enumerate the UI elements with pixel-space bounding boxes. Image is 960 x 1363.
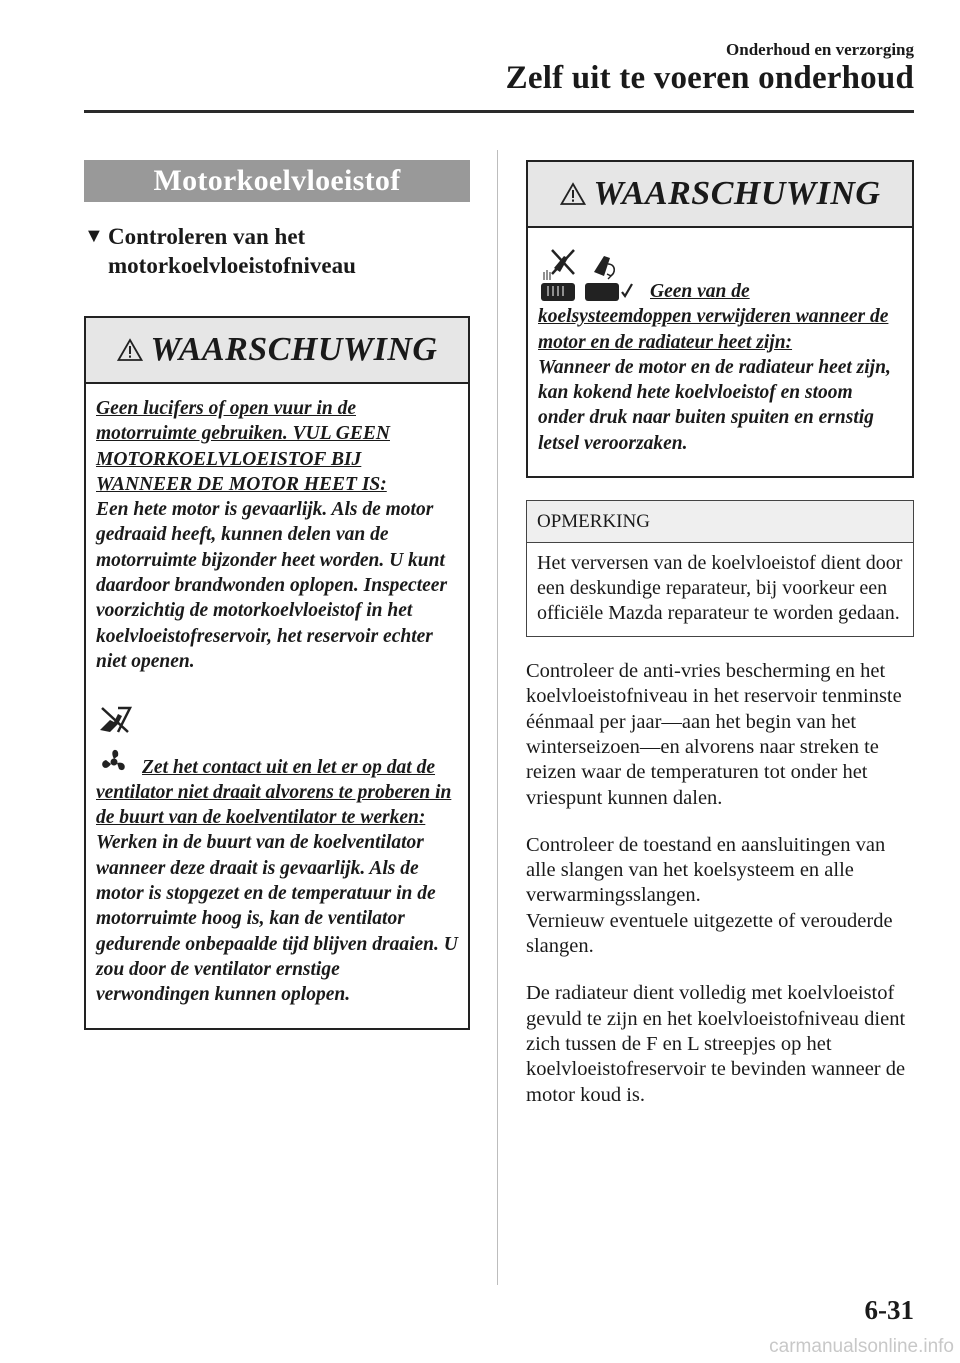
warning-body (528, 228, 912, 476)
warning-2-heading: Zet het contact uit en let er op dat de ventilator niet draait alvorens te proberen in de buurt van de koelventilator te werken: (96, 756, 452, 829)
left-column (84, 160, 470, 1030)
subheading (84, 222, 470, 280)
warning-title (528, 162, 912, 228)
paragraph-hoses: Controleer de toestand en aansluitingen van alle slangen van het koelsysteem en alle verwarmingsslangen. (526, 833, 886, 907)
warning-body-text: Wanneer de motor en de radiateur heet zijn, kan kokend hete koelvloeistof en stoom onder druk naar buiten spuiten en ernstig letsel veroorzaken. (538, 356, 891, 454)
warning-1-body: Een hete motor is gevaarlijk. Als de motor gedraaid heeft, kunnen delen van de motorruimte bijzonder heet worden. U kunt daardoor brandwonden oplopen. Inspecteer voorzichtig de motorkoelvloeistof in het koelvloeistofreservoir, het reservoir echter niet openen. (96, 499, 448, 672)
subheading-line1: Controleren van het (108, 224, 306, 249)
warning-triangle-icon (117, 338, 143, 362)
no-open-hot-cap-icon (538, 246, 578, 304)
warning-body (86, 384, 468, 1028)
paragraph-replace-hoses: Vernieuw eventuele uitgezette of verouderde slangen. (526, 909, 893, 958)
cool-cap-check-icon (582, 246, 634, 304)
paragraph-radiator: De radiateur dient volledig met koelvloeistof gevuld te zijn en het koelvloeistofniveau dient zich tussen de F en L streepjes op het koelvloeistofreservoir te bevinden wanneer de motor koud is. (526, 982, 906, 1106)
warning-title-text: WAARSCHUWING (593, 175, 881, 212)
watermark: carmanualsonline.info (769, 1336, 954, 1357)
note-body: Het verversen van de koelvloeistof dient door een deskundige reparateur, bij voorkeur een officiële Mazda reparateur te worden gedaan. (537, 552, 903, 625)
triangle-bullet-icon: ▼ (84, 225, 104, 247)
page-title: Zelf uit te voeren onderhoud (505, 60, 914, 96)
page-number: 6-31 (864, 1295, 914, 1325)
fan-icon-group (96, 704, 458, 743)
warning-title (86, 318, 468, 384)
warning-title-text: WAARSCHUWING (150, 331, 438, 368)
subheading-line2: motorkoelvloeistofniveau (108, 253, 356, 278)
warning-2-body: Werken in de buurt van de koelventilator wanneer deze draait is gevaarlijk. Als de motor is stopgezet en de temperatuur in de motorruimte hoog is, kan de ventilator gedurende onbepaalde tijd blijven draaien. U zou door de ventilator ernstige verwondingen kunnen oplopen. (96, 832, 458, 1006)
warning-1-heading: Geen lucifers of open vuur in de motorruimte gebruiken. VUL GEEN MOTORKOELVLOEISTOF BIJ WANNEER DE MOTOR HEET IS: (96, 398, 390, 495)
warning-box-right (526, 160, 914, 478)
header-rule (84, 110, 914, 113)
note-title: OPMERKING (527, 501, 913, 543)
column-divider (497, 150, 498, 1285)
chapter-title: Onderhoud en verzorging (726, 40, 914, 59)
note-box (526, 500, 914, 637)
no-hands-icon (96, 704, 134, 736)
warning-heading: Geen van de koelsysteemdoppen verwijderen wanneer de motor en de radiateur heet zijn: (538, 281, 889, 353)
right-column (526, 160, 914, 1108)
warning-box-left (84, 316, 470, 1030)
warning-triangle-icon (560, 182, 586, 206)
fan-icon (96, 746, 132, 780)
paragraph-antifreeze: Controleer de anti-vries bescherming en het koelvloeistofniveau in het reservoir tenminste éénmaal per jaar―aan het begin van het winterseizoen―en alvorens naar streken te reizen waar de temperaturen tot onder het vriespunt kunnen dalen. (526, 660, 902, 809)
section-title: Motorkoelvloeistof (84, 160, 470, 202)
